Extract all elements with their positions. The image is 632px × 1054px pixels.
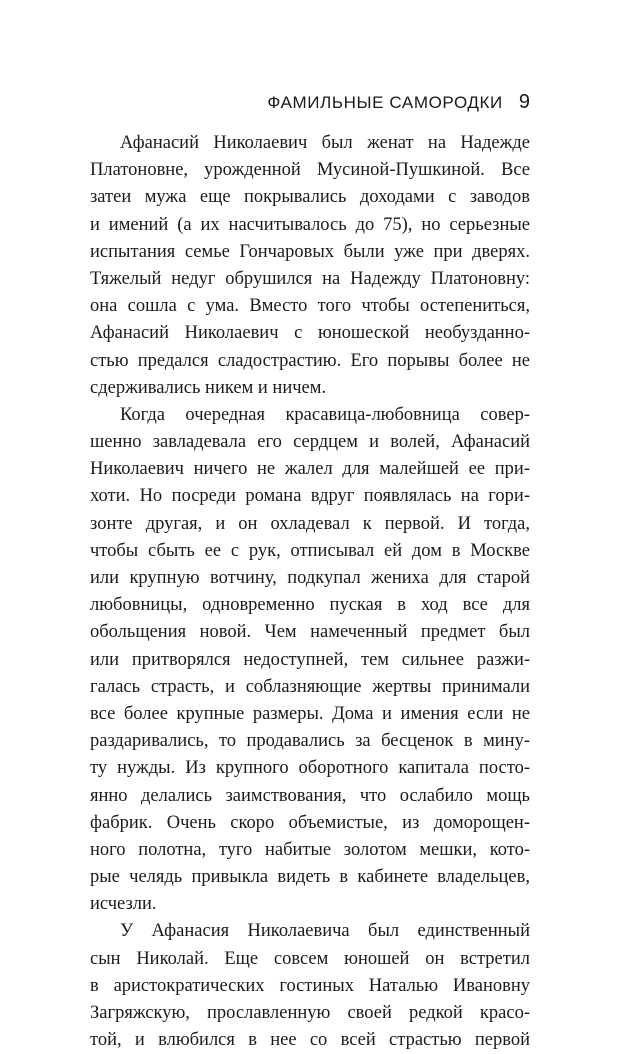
- text-line: галась страсть, и соблазняющие жертвы принимали: [90, 676, 530, 697]
- text-line: Афанасий Николаевич был женат на Надежде: [120, 133, 530, 153]
- text-line: Тяжелый недуг обрушился на Надежду Платоновну:: [90, 268, 530, 289]
- text-line: исчезли.: [90, 894, 157, 915]
- text-line: У Афанасия Николаевича был единственный: [120, 921, 530, 942]
- body-text: [90, 130, 530, 1054]
- text-line: Платоновне, урожденной Мусиной-Пушкиной. Все: [90, 160, 530, 181]
- text-line: янно делались заимствования, что ослабило мощь: [90, 785, 530, 806]
- text-line: Когда очередная красавица-любовница совер-: [120, 404, 530, 425]
- text-line: сын Николай. Еще совсем юношей он встретил: [90, 948, 530, 969]
- text-line: хоти. Но посреди романа вдруг появлялась на гори-: [90, 486, 530, 507]
- text-line: или притворялся недоступней, тем сильнее разжи-: [90, 649, 530, 670]
- text-line: сдерживались никем и ничем.: [90, 377, 327, 398]
- text-line: той, и влюбился в нее со всей страстью первой: [90, 1030, 530, 1051]
- text-line: раздаривались, то продавались за бесценок в мину-: [90, 731, 530, 752]
- text-line: чтобы сбыть ее с рук, отписывал ей дом в Москве: [90, 540, 530, 561]
- text-line: зонте другая, и он охладевал к первой. И тогда,: [90, 513, 530, 534]
- text-line: любовницы, одновременно пуская в ход все для: [90, 595, 530, 616]
- text-line: рые челядь привыкла видеть в кабинете владельцев,: [90, 867, 530, 888]
- running-title: ФАМИЛЬНЫЕ САМОРОДКИ: [267, 93, 503, 112]
- text-line: и имений (а их насчитывалось до 75), но серьезные: [90, 214, 530, 235]
- text-line: фабрик. Очень скоро объемистые, из доморощен-: [90, 812, 530, 833]
- text-line: испытания семье Гончаровых были уже при дверях.: [90, 241, 530, 262]
- text-line: в аристократических гостиных Наталью Ивановну: [90, 975, 530, 996]
- running-header: [90, 90, 530, 115]
- text-line: все более крупные размеры. Дома и имения если не: [90, 703, 530, 724]
- text-line: ту нужды. Из крупного оборотного капитала посто-: [90, 758, 530, 779]
- text-line: ного полотна, туго набитые золотом мешки, кото-: [90, 839, 530, 860]
- text-line: Афанасий Николаевич с юношеской необузданно-: [90, 323, 530, 344]
- text-line: она сошла с ума. Вместо того чтобы остепениться,: [90, 296, 530, 317]
- text-line: стью предался сладострастию. Его порывы более не: [90, 350, 530, 371]
- text-line: Загряжскую, прославленную своей редкой красо-: [90, 1003, 530, 1023]
- text-line: затеи мужа еще покрывались доходами с заводов: [90, 187, 530, 208]
- text-line: Николаевич ничего не жалел для малейшей ее при-: [90, 459, 530, 480]
- text-line: или крупную вотчину, подкупал жениха для старой: [90, 568, 530, 588]
- page-number: 9: [518, 91, 530, 113]
- text-line: обольщения новой. Чем намеченный предмет был: [90, 622, 530, 643]
- text-line: шенно завладевала его сердцем и волей, Афанасий: [90, 432, 530, 453]
